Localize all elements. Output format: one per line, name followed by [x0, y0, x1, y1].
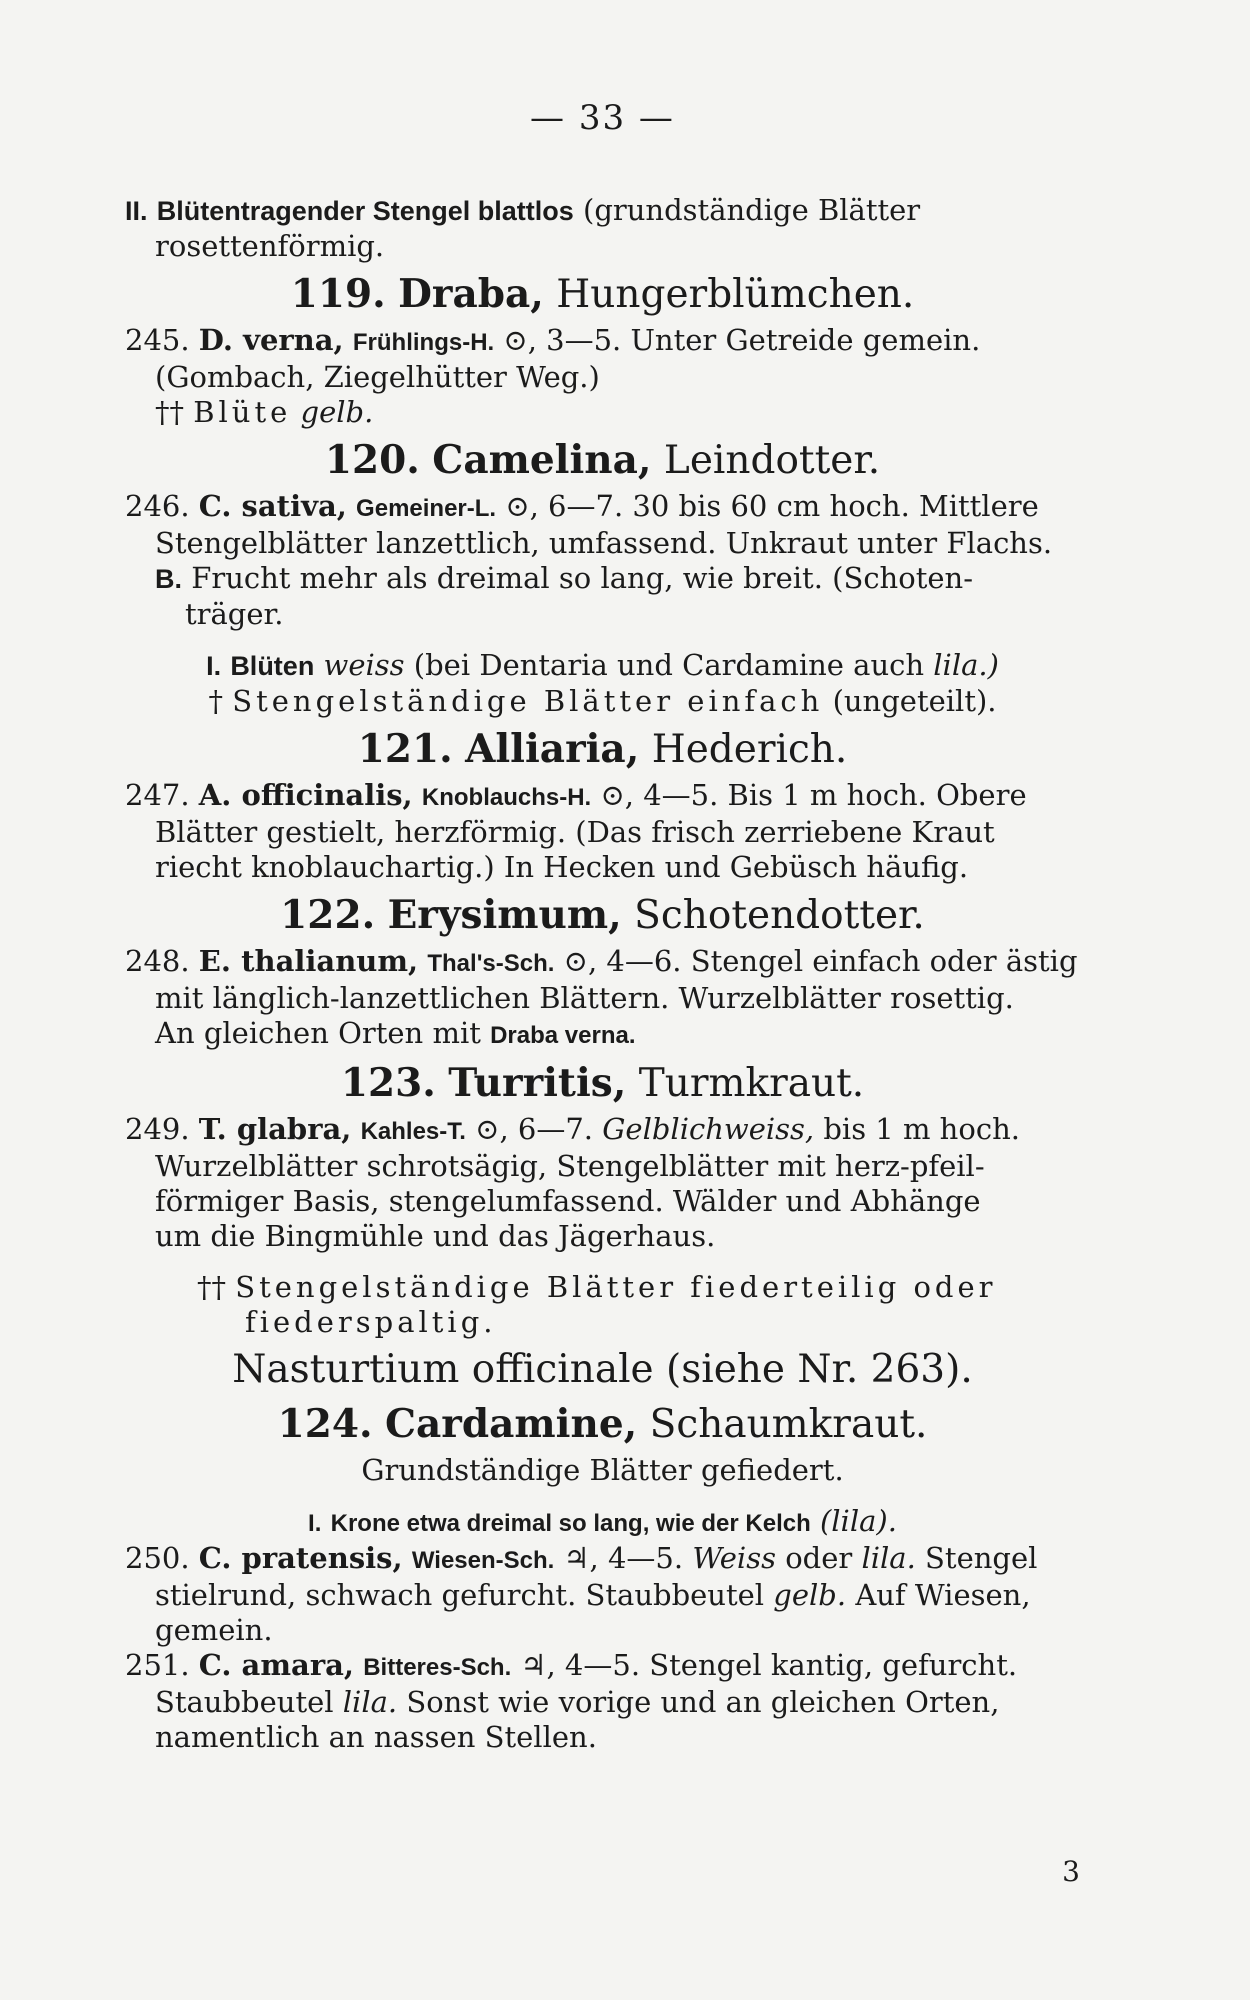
genus-124-note: Grundständige Blätter gefiedert. [361, 1453, 844, 1487]
section-heading-II-cont: rosettenförmig. [155, 229, 385, 263]
page-number: — 33 — [530, 98, 675, 138]
entry-247-line: Blätter gestielt, herzförmig. (Das frisch zerriebene Kraut [155, 815, 995, 849]
entry-249-line: Wurzelblätter schrotsägig, Stengelblätter mit herz-pfeil- [155, 1149, 985, 1183]
section-heading-II: II. Blütentragender Stengel blattlos (grundständige Blätter [125, 193, 921, 227]
entry-248: 248. E. thalianum, Thal's-Sch. ⊙, 4—6. Stengel einfach oder ästig [125, 944, 1078, 978]
section-heading-I-crown: I. Krone etwa dreimal so lang, wie der Kelch (lila). [308, 1504, 897, 1538]
entry-246: 246. C. sativa, Gemeiner-L. ⊙, 6—7. 30 bis 60 cm hoch. Mittlere [125, 489, 1039, 523]
entry-247: 247. A. officinalis, Knoblauchs-H. ⊙, 4—5. Bis 1 m hoch. Obere [125, 778, 1027, 812]
section-heading-I: I. Blüten weiss (bei Dentaria und Cardamine auch lila.) [206, 648, 999, 682]
section-heading-B-cont: träger. [185, 597, 284, 631]
entry-245-line: (Gombach, Ziegelhütter Weg.) [155, 360, 600, 394]
entry-249: 249. T. glabra, Kahles-T. ⊙, 6—7. Gelblichweiss, bis 1 m hoch. [125, 1112, 1020, 1146]
signature-number: 3 [1062, 1855, 1080, 1888]
entry-250: 250. C. pratensis, Wiesen-Sch. ♃, 4—5. Weiss oder lila. Stengel [125, 1541, 1038, 1575]
entry-251-line: Staubbeutel lila. Sonst wie vorige und an gleichen Orten, [155, 1685, 1000, 1719]
entry-248-line: mit länglich-lanzettlichen Blättern. Wurzelblätter rosettig. [155, 981, 1014, 1015]
section-heading-B: B. Frucht mehr als dreimal so lang, wie breit. (Schoten- [155, 561, 973, 595]
entry-250-line: gemein. [155, 1613, 273, 1647]
genus-123: 123. Turritis, Turmkraut. [340, 1060, 865, 1106]
entry-246-line: Stengelblätter lanzettlich, umfassend. Unkraut unter Flachs. [155, 526, 1053, 560]
genus-119: 119. Draba, Hungerblümchen. [290, 271, 915, 317]
cross-reference-nasturtium: Nasturtium officinale (siehe Nr. 263). [232, 1347, 973, 1392]
genus-121: 121. Alliaria, Hederich. [357, 726, 848, 772]
entry-249-line: um die Bingmühle und das Jägerhaus. [155, 1219, 716, 1253]
subsection-leaves-simple: † Stengelständige Blätter einfach (ungeteilt). [208, 684, 997, 718]
entry-250-line: stielrund, schwach gefurcht. Staubbeutel gelb. Auf Wiesen, [155, 1578, 1031, 1612]
entry-245: 245. D. verna, Frühlings-H. ⊙, 3—5. Unter Getreide gemein. [125, 323, 981, 357]
genus-122: 122. Erysimum, Schotendotter. [280, 892, 925, 938]
entry-251-line: namentlich an nassen Stellen. [155, 1720, 597, 1754]
subsection-leaves-pinnate-cont: fiederspaltig. [245, 1305, 497, 1339]
genus-120: 120. Camelina, Leindotter. [324, 437, 881, 483]
entry-249-line: förmiger Basis, stengelumfassend. Wälder und Abhänge [155, 1184, 981, 1218]
genus-124: 124. Cardamine, Schaumkraut. [277, 1401, 928, 1447]
subsection-leaves-pinnate: †† Stengelständige Blätter fiederteilig oder [197, 1270, 997, 1304]
subsection-flower-yellow: †† Blüte gelb. [155, 395, 374, 429]
entry-247-line: riecht knoblauchartig.) In Hecken und Gebüsch häufig. [155, 850, 969, 884]
entry-248-line: An gleichen Orten mit Draba verna. [155, 1016, 636, 1050]
entry-251: 251. C. amara, Bitteres-Sch. ♃, 4—5. Stengel kantig, gefurcht. [125, 1648, 1018, 1682]
